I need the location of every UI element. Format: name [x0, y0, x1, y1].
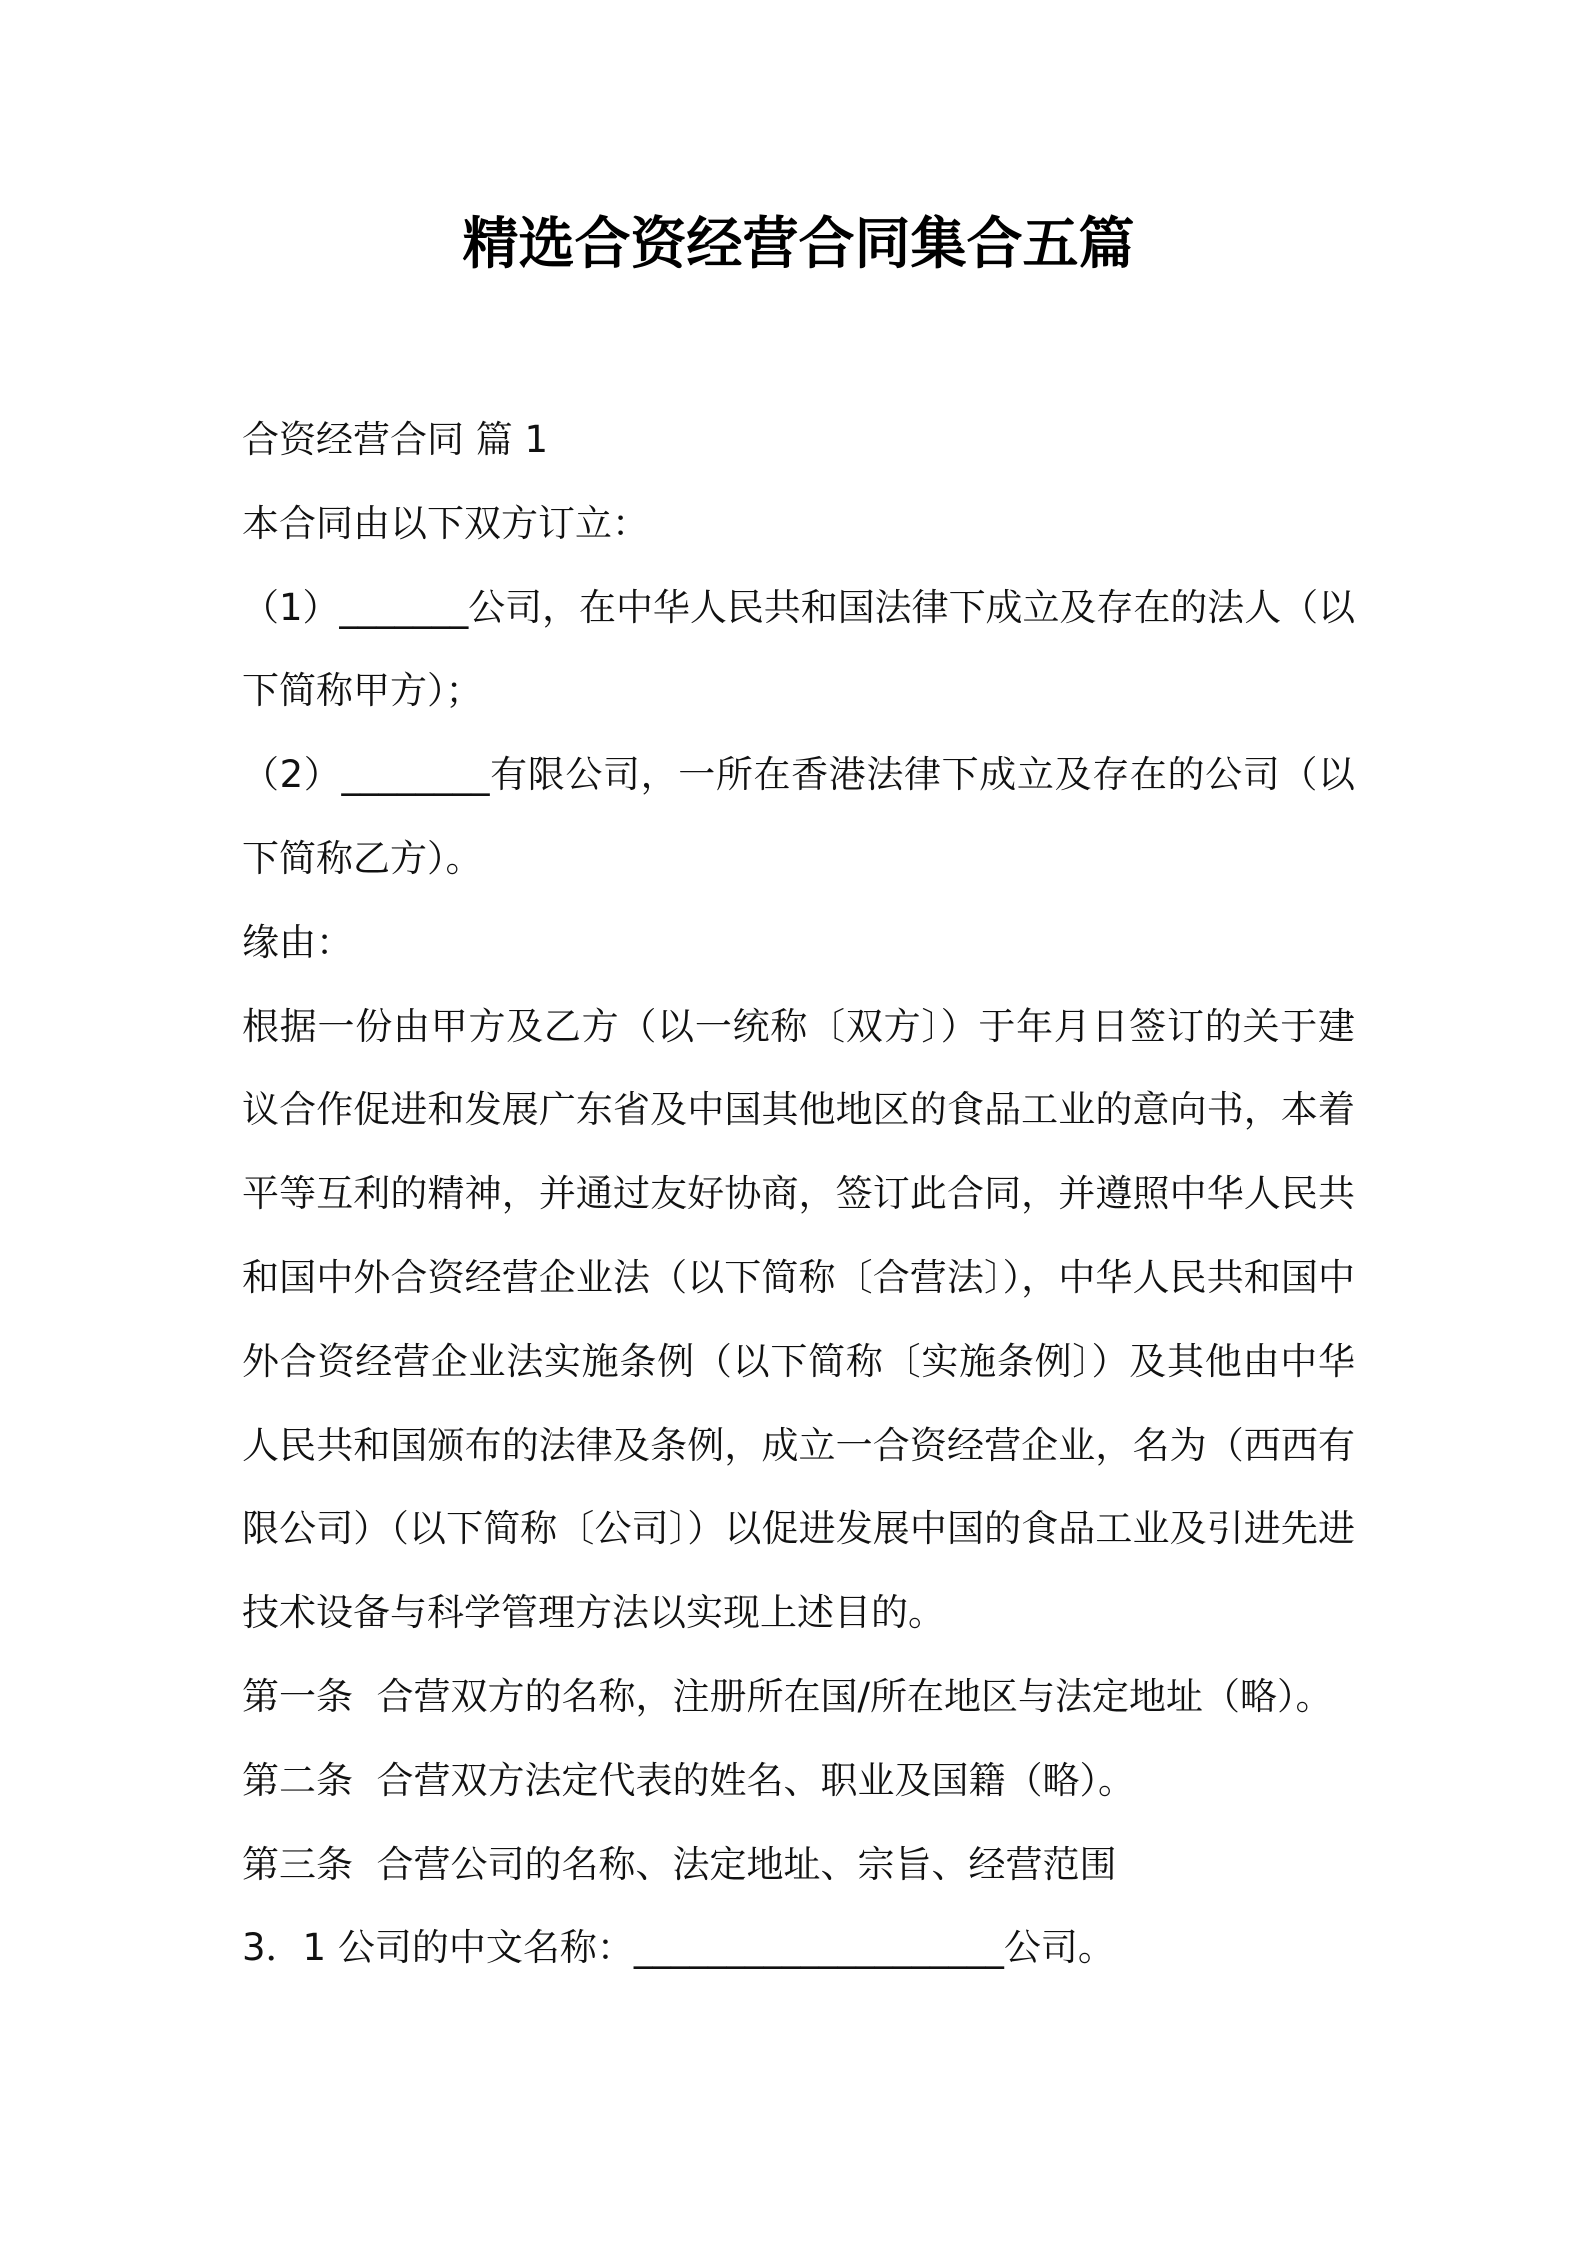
section-heading: 合资经营合同 篇 1 — [242, 418, 549, 461]
clause-3-1: 3．1 公司的中文名称：____________________公司。 — [242, 1926, 1115, 1970]
paragraph-line: 议合作促进和发展广东省及中国其他地区的食品工业的意向书，本着 — [242, 1088, 1355, 1132]
paragraph-line: 外合资经营企业法实施条例（以下简称〔实施条例〕）及其他由中华 — [242, 1339, 1355, 1383]
party-1-paragraph — [242, 566, 1355, 734]
paragraph-line: （2）________有限公司，一所在香港法律下成立及存在的公司（以 — [242, 753, 1355, 797]
paragraph-line: 人民共和国颁布的法律及条例，成立一合资经营企业，名为（西西有 — [242, 1423, 1355, 1467]
document-body — [242, 398, 1355, 1990]
paragraph-line: 平等互利的精神，并通过友好协商，签订此合同，并遵照中华人民共 — [242, 1172, 1355, 1216]
article-2: 第二条 合营双方法定代表的姓名、职业及国籍（略）。 — [242, 1758, 1136, 1802]
paragraph-line: 根据一份由甲方及乙方（以一统称〔双方〕）于年月日签订的关于建 — [242, 1004, 1355, 1048]
paragraph-line: 技术设备与科学管理方法以实现上述目的。 — [242, 1591, 945, 1635]
paragraph-line: 下简称甲方）； — [242, 669, 483, 713]
paragraph-line: 限公司）（以下简称〔公司〕）以促进发展中国的食品工业及引进先进 — [242, 1507, 1355, 1551]
recital-heading: 缘由： — [242, 920, 353, 964]
recital-paragraph — [242, 985, 1355, 1655]
document-title: 精选合资经营合同集合五篇 — [462, 212, 1135, 277]
article-3: 第三条 合营公司的名称、法定地址、宗旨、经营范围 — [242, 1842, 1117, 1886]
article-1: 第一条 合营双方的名称，注册所在国/所在地区与法定地址（略）。 — [242, 1674, 1333, 1718]
paragraph-line: 下简称乙方）。 — [242, 836, 483, 880]
party-2-paragraph — [242, 733, 1355, 901]
intro-line: 本合同由以下双方订立： — [242, 501, 649, 545]
paragraph-line: （1）_______公司，在中华人民共和国法律下成立及存在的法人（以 — [242, 585, 1355, 629]
paragraph-line: 和国中外合资经营企业法（以下简称〔合营法〕），中华人民共和国中 — [242, 1255, 1355, 1299]
